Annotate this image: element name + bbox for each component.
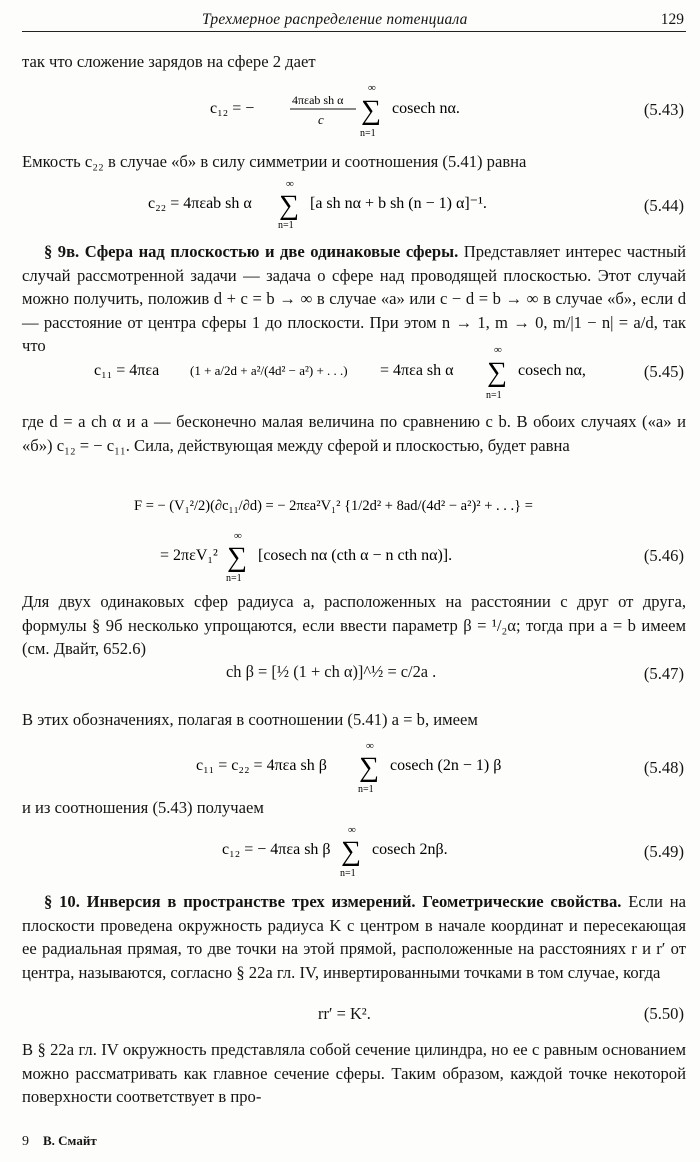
paragraph-text: где d = a ch α и a — бесконечно малая величина по сравнению с b. В обоих случаях («а» и «б») c₁₂ = − c₁₁. Сила, действующая между сферой и плоскостью, будет равна — [22, 412, 686, 455]
eq-series: (1 + a/2d + a²/(4d² − a²) + . . .) — [190, 363, 348, 378]
section-heading: § 9в. Сфера над плоскостью и две одинаковые сферы. — [44, 242, 459, 261]
paragraph-5 — [22, 590, 686, 661]
page-footer — [22, 1133, 97, 1150]
section-heading: § 10. Инверсия в пространстве трех измерений. Геометрические свойства. — [44, 892, 622, 911]
equation-5-46-line2-body — [160, 530, 540, 584]
sum-sign: ∑ — [359, 752, 379, 783]
equation-5-43 — [210, 82, 510, 145]
eq-lhs: c₂₂ = 4πεab sh α — [148, 195, 252, 212]
footer-author: В. Смайт — [43, 1133, 97, 1148]
equation-5-49-body — [222, 824, 542, 880]
equation-number: (5.44) — [643, 196, 684, 215]
paragraph-text: В этих обозначениях, полагая в соотношении (5.41) a = b, имеем — [22, 710, 478, 729]
sum-lower-limit: n=1 — [278, 220, 294, 230]
sum-upper-limit: ∞ — [368, 82, 376, 94]
eq-rhs: [a sh nα + b sh (n − 1) α]⁻¹. — [310, 195, 487, 212]
eq-rhs: cosech nα. — [392, 100, 460, 117]
eq-lhs: c₁₂ = − 4πεa sh β — [222, 841, 331, 858]
eq-rhs: cosech nα, — [518, 362, 586, 379]
eq-lhs: c₁₂ = − — [210, 100, 255, 117]
eq-rhs: cosech 2nβ. — [372, 841, 448, 858]
equation-5-45 — [94, 344, 614, 407]
running-header — [22, 9, 686, 32]
equation-number: (5.47) — [643, 664, 684, 683]
equation-5-45-body — [94, 344, 614, 402]
paragraph-text: Для двух одинаковых сфер радиуса a, расположенных на расстоянии c друг от друга, формулы § 9б несколько упрощаются, если ввести параметр β = ¹/₂α; тогда при a = b имеем (см. Двайт, 652.6) — [22, 592, 686, 658]
eq-force: F = − (V₁²/2)(∂c₁₁/∂d) = − 2πεa²V₁² {1/2d² + 8ad/(4d² − a²)² + . . .} = — [134, 498, 533, 514]
sum-sign: ∑ — [341, 836, 361, 867]
sum-sign: ∑ — [227, 542, 247, 573]
equation-5-46-line2 — [160, 530, 540, 589]
sum-lower-limit: n=1 — [360, 128, 376, 139]
paragraph-4 — [22, 410, 686, 457]
equation-5-43-body — [210, 82, 510, 140]
paragraph-1 — [22, 50, 686, 74]
sum-lower-limit: n=1 — [226, 573, 242, 584]
equation-number: (5.48) — [643, 758, 684, 777]
equation-number: (5.50) — [643, 1004, 684, 1023]
paragraph-8 — [22, 890, 686, 984]
paragraph-7 — [22, 796, 686, 820]
equation-number: (5.45) — [643, 362, 684, 381]
eq-rhs: [cosech nα (cth α − n cth nα)]. — [258, 547, 453, 564]
equation-5-44-body — [148, 178, 568, 230]
equation-5-46-line1 — [134, 486, 594, 529]
eq-fraction-denominator: c — [318, 112, 324, 127]
paragraph-3 — [22, 240, 686, 358]
equation-5-44 — [148, 178, 568, 235]
eq-lhs: = 2πεV₁² — [160, 547, 218, 564]
paragraph-text: В § 22а гл. IV окружность представляла собой сечение цилиндра, но ее с равным основанием можно рассматривать как главное сечение сферы. Таким образом, каждой точке некоторой поверхности соответствует в про- — [22, 1040, 686, 1106]
sum-upper-limit: ∞ — [494, 344, 502, 356]
equation-number: (5.49) — [643, 842, 684, 861]
paragraph-6 — [22, 708, 686, 732]
sum-sign: ∑ — [487, 357, 507, 388]
section-9v-paragraph — [22, 240, 686, 358]
sum-lower-limit: n=1 — [358, 784, 374, 795]
equation-number: (5.46) — [643, 546, 684, 565]
paragraph-2 — [22, 150, 686, 174]
sum-sign: ∑ — [279, 190, 299, 221]
section-10-paragraph — [22, 890, 686, 984]
signature-mark: 9 — [22, 1134, 29, 1149]
equation-5-46-line1-body — [134, 486, 594, 524]
eq-lhs: c₁₁ = 4πεa — [94, 362, 160, 379]
paragraph-9 — [22, 1038, 686, 1109]
page-number: 129 — [660, 11, 684, 28]
eq-lhs: c₁₁ = c₂₂ = 4πεa sh β — [196, 757, 327, 774]
equation-5-49 — [222, 824, 542, 885]
paragraph-text: Если на плоскости проведена окружность радиуса K с центром в начале координат и пересекающая ее радиальная прямая, то две точки на этой прямой, расположенные на расстояниях r и r′ от центра, называются, согласно § 22а гл. IV, инвертированными точками в том случае, когда — [22, 892, 686, 982]
paragraph-text: и из соотношения (5.43) получаем — [22, 798, 264, 817]
sum-upper-limit: ∞ — [366, 740, 374, 752]
paragraph-text: Представляет интерес частный случай рассмотренной задачи — задача о сфере над проводящей плоскостью. Этот случай можно получить, положив d + c = b → ∞ в случае «а» или c − d = b → ∞ в случае «б», если d — расстояние от центра сферы 1 до плоскости. При этом n → 1, m → 0, m/|1 − n| = a/d, так что — [22, 242, 686, 355]
equation-5-48-body — [196, 740, 556, 796]
running-title: Трехмерное распределение потенциала — [202, 11, 468, 28]
paragraph-text: так что сложение зарядов на сфере 2 дает — [22, 52, 316, 71]
sum-upper-limit: ∞ — [234, 530, 242, 542]
equation-5-50: rr′ = K². — [318, 1004, 371, 1023]
paragraph-text: Емкость c₂₂ в случае «б» в силу симметрии и соотношения (5.41) равна — [22, 152, 527, 171]
eq-fraction-numerator: 4πεab sh α — [292, 93, 344, 107]
equation-5-47: ch β = [½ (1 + ch α)]^½ = c/2a . — [226, 662, 437, 681]
sum-upper-limit: ∞ — [348, 824, 356, 836]
sum-lower-limit: n=1 — [340, 868, 356, 879]
equation-number: (5.43) — [643, 100, 684, 119]
sum-upper-limit: ∞ — [286, 178, 294, 190]
sum-sign: ∑ — [361, 95, 381, 126]
eq-rhs: cosech (2n − 1) β — [390, 757, 502, 774]
equation-5-48 — [196, 740, 556, 801]
eq-mid: = 4πεa sh α — [380, 362, 454, 379]
sum-lower-limit: n=1 — [486, 390, 502, 401]
